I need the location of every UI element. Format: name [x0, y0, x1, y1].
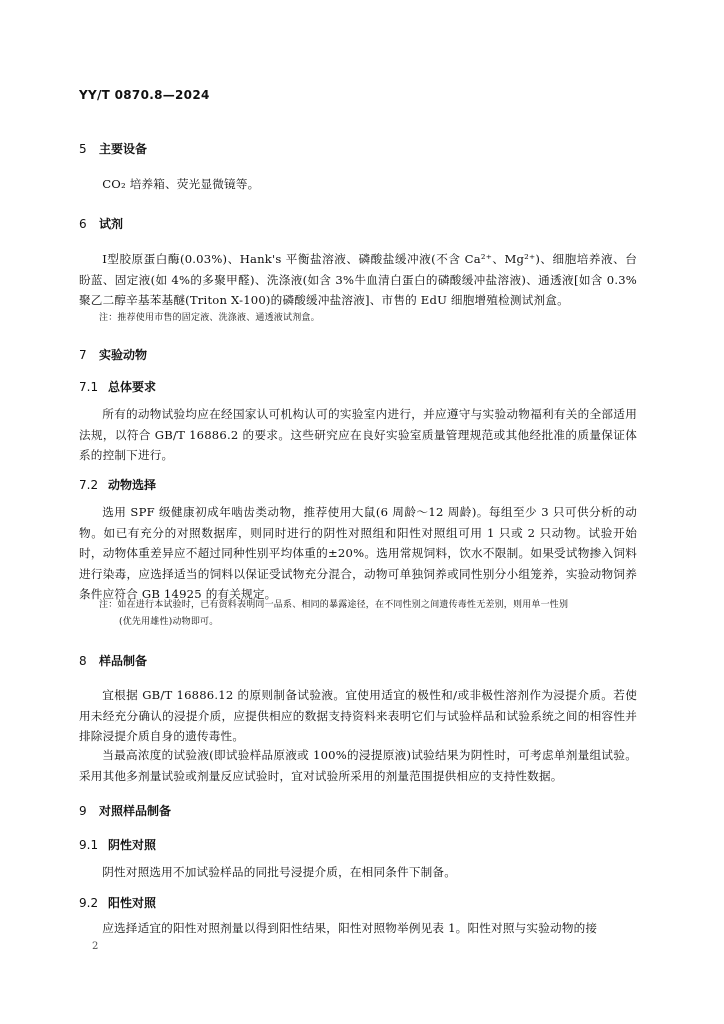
note-line-1: 注：如在进行本试验时，已有资料表明同一品系、相同的暴露途径，在不同性别之间遗传毒性无差别，则用单一性别 [99, 600, 569, 610]
section-number: 9.1 [79, 838, 99, 852]
section-6-body: Ⅰ型胶原蛋白酶(0.03%)、Hank's 平衡盐溶液、磷酸盐缓冲液(不含 Ca²⁺、Mg²⁺)、细胞培养液、台盼蓝、固定液(如 4%的多聚甲醛)、洗涤液(如含 3%牛血清白蛋白的磷酸缓冲盐溶液)、通透液[如含 0.3%聚乙二醇辛基苯基醚(Triton X-100)的磷酸缓冲盐溶液]、市售的 EdU 细胞增殖检测试剂盒。 [79, 252, 637, 307]
section-8-body-1: 宜根据 GB/T 16886.12 的原则制备试验液。宜使用适宜的极性和/或非极性溶剂作为浸提介质。若使用未经充分确认的浸提介质，应提供相应的数据支持资料来表明它们与试验样品和试验系统之间的相容性并排除浸提介质自身的遗传毒性。 [79, 688, 637, 743]
section-title: 对照样品制备 [99, 804, 172, 818]
section-number: 6 [79, 217, 87, 231]
section-5-body: CO₂ 培养箱、荧光显微镜等。 [102, 177, 260, 191]
section-7-heading [79, 346, 147, 363]
section-number: 7.2 [79, 478, 99, 492]
section-8-body-2: 当最高浓度的试验液(即试验样品原液或 100%的浸提原液)试验结果为阴性时，可考虑单剂量组试验。采用其他多剂量试验或剂量反应试验时，宜对试验所采用的剂量范围提供相应的支持性数据。 [79, 748, 637, 783]
section-6-note: 注：推荐使用市售的固定液、洗涤液、通透液试剂盒。 [99, 313, 320, 323]
section-number: 9.2 [79, 896, 99, 910]
section-8-heading [79, 652, 147, 669]
section-7-2-body: 选用 SPF 级健康初成年啮齿类动物，推荐使用大鼠(6 周龄～12 周龄)。每组至少 3 只可供分析的动物。如已有充分的对照数据库，则同时进行的阴性对照组和阳性对照组可用 1 只或 2 只动物。试验开始时，动物体重差异应不超过同种性别平均体重的±20%。选用常规饲料，饮水不限制。如果受试物掺入饲料进行染毒，应选择适当的饲料以保证受试物充分混合，动物可单独饲养或同性别分小组笼养，实验动物饲养条件应符合 GB 14925 的有关规定。 [79, 505, 637, 601]
section-6-heading [79, 215, 123, 232]
section-title: 试剂 [99, 217, 124, 231]
section-title: 样品制备 [99, 654, 148, 668]
section-7-2-heading [79, 476, 156, 493]
section-title: 实验动物 [99, 348, 148, 362]
note-line-2: (优先用雄性)动物即可。 [119, 617, 219, 627]
section-9-1-heading [79, 836, 156, 853]
section-5-heading [79, 140, 147, 157]
section-title: 阴性对照 [108, 838, 157, 852]
section-7-1-body: 所有的动物试验均应在经国家认可机构认可的实验室内进行，并应遵守与实验动物福利有关的全部适用法规，以符合 GB/T 16886.2 的要求。这些研究应在良好实验室质量管理规范或其他经批准的质量保证体系的控制下进行。 [79, 407, 637, 462]
section-number: 7 [79, 348, 87, 362]
section-9-1-body: 阴性对照选用不加试验样品的同批号浸提介质，在相同条件下制备。 [102, 865, 457, 879]
page-number: 2 [92, 941, 99, 952]
section-number: 8 [79, 654, 87, 668]
section-title: 总体要求 [108, 380, 157, 394]
section-title: 主要设备 [99, 142, 148, 156]
section-9-2-heading [79, 894, 156, 911]
standard-code-header: YY/T 0870.8—2024 [79, 88, 210, 102]
section-number: 5 [79, 142, 87, 156]
section-number: 7.1 [79, 380, 99, 394]
section-7-2-note [99, 597, 639, 631]
section-number: 9 [79, 804, 87, 818]
section-title: 动物选择 [108, 478, 157, 492]
section-title: 阳性对照 [108, 896, 157, 910]
section-9-2-body: 应选择适宜的阳性对照剂量以得到阳性结果，阳性对照物举例见表 1。阳性对照与实验动物的接 [102, 921, 598, 935]
section-9-heading [79, 802, 171, 819]
section-7-1-heading [79, 378, 156, 395]
